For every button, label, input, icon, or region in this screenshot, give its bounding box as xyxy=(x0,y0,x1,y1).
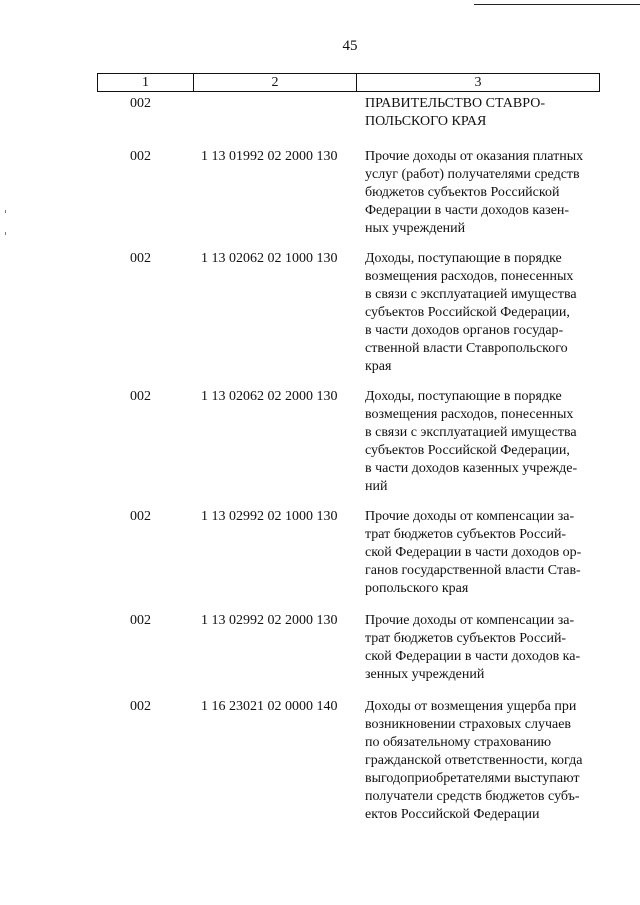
description-line: выгодоприобретателями выступают xyxy=(365,771,580,786)
description-line: субъектов Российской Федерации, xyxy=(365,305,570,320)
admin-code: 002 xyxy=(130,389,151,404)
income-description xyxy=(365,612,600,684)
income-description xyxy=(365,95,600,131)
description-line: Федерации в части доходов казен- xyxy=(365,203,570,218)
description-line: по обязательному страхованию xyxy=(365,735,552,750)
admin-code: 002 xyxy=(130,149,151,164)
description-line: возникновении страховых случаев xyxy=(365,717,572,732)
description-line: трат бюджетов субъектов Россий- xyxy=(365,631,567,646)
top-rule xyxy=(474,4,640,5)
description-line: услуг (работ) получателями средств xyxy=(365,167,580,182)
budget-classification-code: 1 13 01992 02 2000 130 xyxy=(201,149,338,164)
description-line: Прочие доходы от оказания платных xyxy=(365,149,584,164)
description-line: Доходы, поступающие в порядке xyxy=(365,251,562,266)
income-description xyxy=(365,148,600,238)
description-line: трат бюджетов субъектов Россий- xyxy=(365,527,567,542)
description-line: ПОЛЬСКОГО КРАЯ xyxy=(365,114,487,129)
description-line: зенных учреждений xyxy=(365,667,485,682)
description-line: в связи с эксплуатацией имущества xyxy=(365,287,577,302)
description-line: ропольского края xyxy=(365,581,469,596)
description-line: Доходы от возмещения ущерба при xyxy=(365,699,577,714)
admin-code: 002 xyxy=(130,699,151,714)
description-line: возмещения расходов, понесенных xyxy=(365,269,574,284)
description-line: в связи с эксплуатацией имущества xyxy=(365,425,577,440)
margin-mark xyxy=(5,232,6,235)
income-description xyxy=(365,388,600,496)
column-header-1: 1 xyxy=(98,74,194,91)
description-line: гражданской ответственности, когда xyxy=(365,753,583,768)
column-header-row xyxy=(97,73,600,92)
income-description xyxy=(365,698,600,824)
margin-mark xyxy=(5,210,6,213)
admin-code: 002 xyxy=(130,613,151,628)
column-header-2: 2 xyxy=(194,74,357,91)
description-line: ской Федерации в части доходов ор- xyxy=(365,545,582,560)
budget-classification-code: 1 13 02992 02 1000 130 xyxy=(201,509,338,524)
income-description xyxy=(365,250,600,376)
description-line: бюджетов субъектов Российской xyxy=(365,185,560,200)
admin-code: 002 xyxy=(130,96,151,111)
description-line: в части доходов казенных учрежде- xyxy=(365,461,578,476)
description-line: края xyxy=(365,359,392,374)
description-line: субъектов Российской Федерации, xyxy=(365,443,570,458)
description-line: ПРАВИТЕЛЬСТВО СТАВРО- xyxy=(365,96,545,111)
budget-classification-code: 1 13 02992 02 2000 130 xyxy=(201,613,338,628)
description-line: ственной власти Ставропольского xyxy=(365,341,568,356)
budget-classification-code: 1 13 02062 02 1000 130 xyxy=(201,251,338,266)
description-line: Доходы, поступающие в порядке xyxy=(365,389,562,404)
description-line: ектов Российской Федерации xyxy=(365,807,540,822)
page-number: 45 xyxy=(342,38,358,54)
description-line: ской Федерации в части доходов ка- xyxy=(365,649,581,664)
description-line: ний xyxy=(365,479,388,494)
admin-code: 002 xyxy=(130,251,151,266)
income-description xyxy=(365,508,600,598)
description-line: ных учреждений xyxy=(365,221,466,236)
description-line: ганов государственной власти Став- xyxy=(365,563,581,578)
description-line: возмещения расходов, понесенных xyxy=(365,407,574,422)
description-line: Прочие доходы от компенсации за- xyxy=(365,613,575,628)
budget-classification-code: 1 13 02062 02 2000 130 xyxy=(201,389,338,404)
description-line: в части доходов органов государ- xyxy=(365,323,564,338)
description-line: Прочие доходы от компенсации за- xyxy=(365,509,575,524)
admin-code: 002 xyxy=(130,509,151,524)
column-header-3: 3 xyxy=(474,75,482,90)
budget-classification-code: 1 16 23021 02 0000 140 xyxy=(201,699,338,714)
description-line: получатели средств бюджетов субъ- xyxy=(365,789,580,804)
